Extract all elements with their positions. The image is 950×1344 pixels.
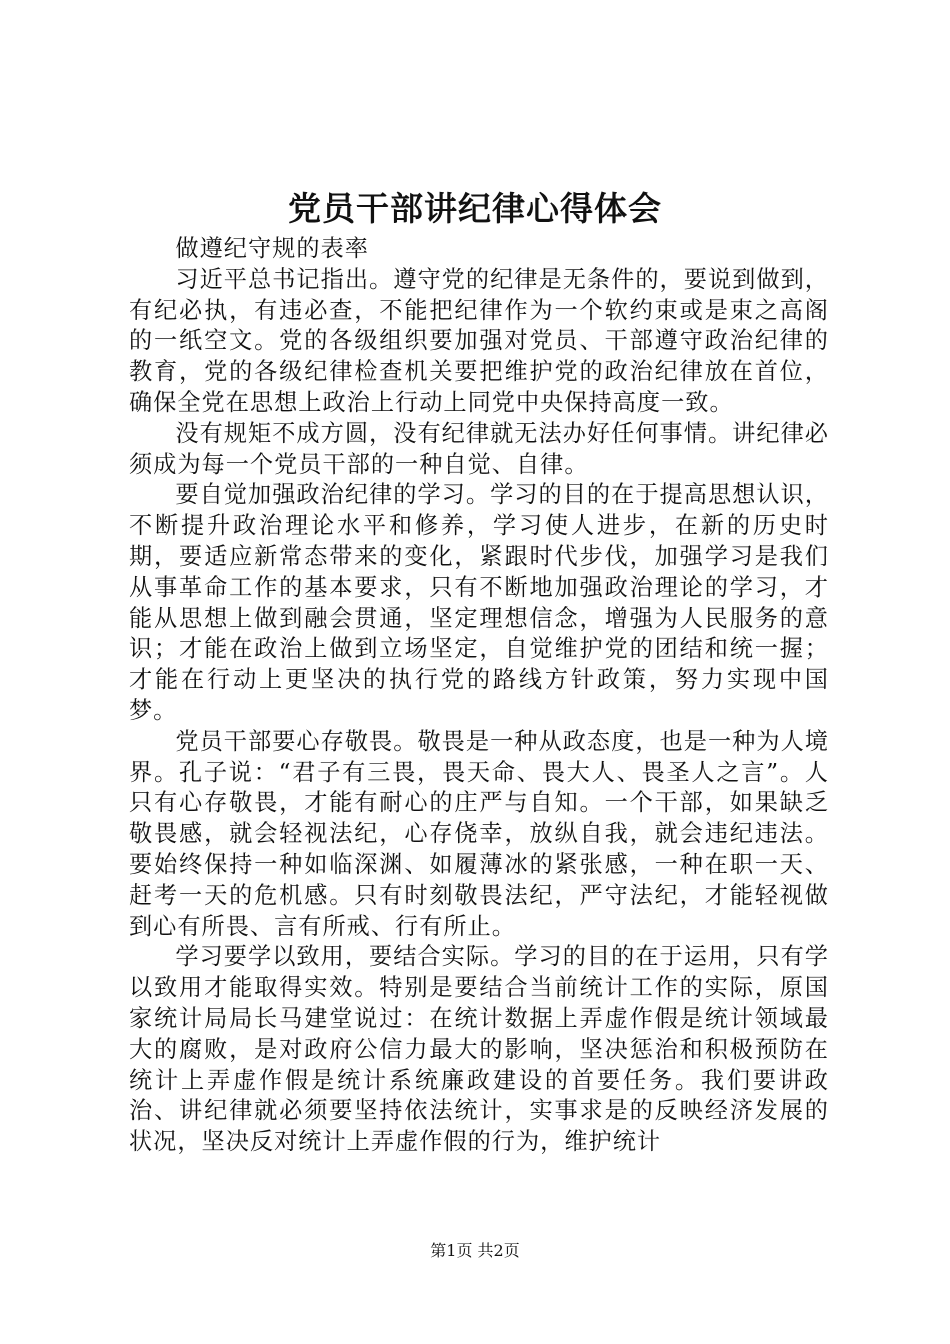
body-paragraph: 学习要学以致用，要结合实际。学习的目的在于运用，只有学以致用才能取得实效。特别是要结合当前统计工作的实际，原国家统计局局长马建堂说过：在统计数据上弄虚作假是统计领域最大的腐败，是对政府公信力最大的影响，坚决惩治和积极预防在统计上弄虚作假是统计系统廉政建设的首要任务。我们要讲政治、讲纪律就必须要坚持依法统计，实事求是的反映经济发展的状况，坚决反对统计上弄虚作假的行为，维护统计 xyxy=(129,943,829,1156)
document-body xyxy=(129,234,829,1158)
body-paragraph: 没有规矩不成方圆，没有纪律就无法办好任何事情。讲纪律必须成为每一个党员干部的一种自觉、自律。 xyxy=(129,419,829,478)
body-paragraph: 党员干部要心存敬畏。敬畏是一种从政态度，也是一种为人境界。孔子说：“君子有三畏，畏天命、畏大人、畏圣人之言”。人只有心存敬畏，才能有耐心的庄严与自知。一个干部，如果缺乏敬畏感，就会轻视法纪，心存侥幸，放纵自我，就会违纪违法。要始终保持一种如临深渊、如履薄冰的紧张感，一种在职一天、赶考一天的危机感。只有时刻敬畏法纪，严守法纪，才能轻视做到心有所畏、言有所戒、行有所止。 xyxy=(129,727,829,940)
body-paragraph: 习近平总书记指出。遵守党的纪律是无条件的，要说到做到，有纪必执，有违必查，不能把纪律作为一个软约束或是束之高阁的一纸空文。党的各级组织要加强对党员、干部遵守政治纪律的教育，党的各级纪律检查机关要把维护党的政治纪律放在首位，确保全党在思想上政治上行动上同党中央保持高度一致。 xyxy=(129,265,829,416)
document-title: 党员干部讲纪律心得体会 xyxy=(288,189,662,228)
body-paragraph: 要自觉加强政治纪律的学习。学习的目的在于提高思想认识，不断提升政治理论水平和修养，学习使人进步，在新的历史时期，要适应新常态带来的变化，紧跟时代步伐，加强学习是我们从事革命工作的基本要求，只有不断地加强政治理论的学习，才能从思想上做到融会贯通，坚定理想信念，增强为人民服务的意识；才能在政治上做到立场坚定，自觉维护党的团结和统一握；才能在行动上更坚决的执行党的路线方针政策，努力实现中国梦。 xyxy=(129,481,829,724)
subtitle-paragraph: 做遵纪守规的表率 xyxy=(175,235,369,262)
page-footer: 第1页 共2页 xyxy=(430,1241,520,1260)
